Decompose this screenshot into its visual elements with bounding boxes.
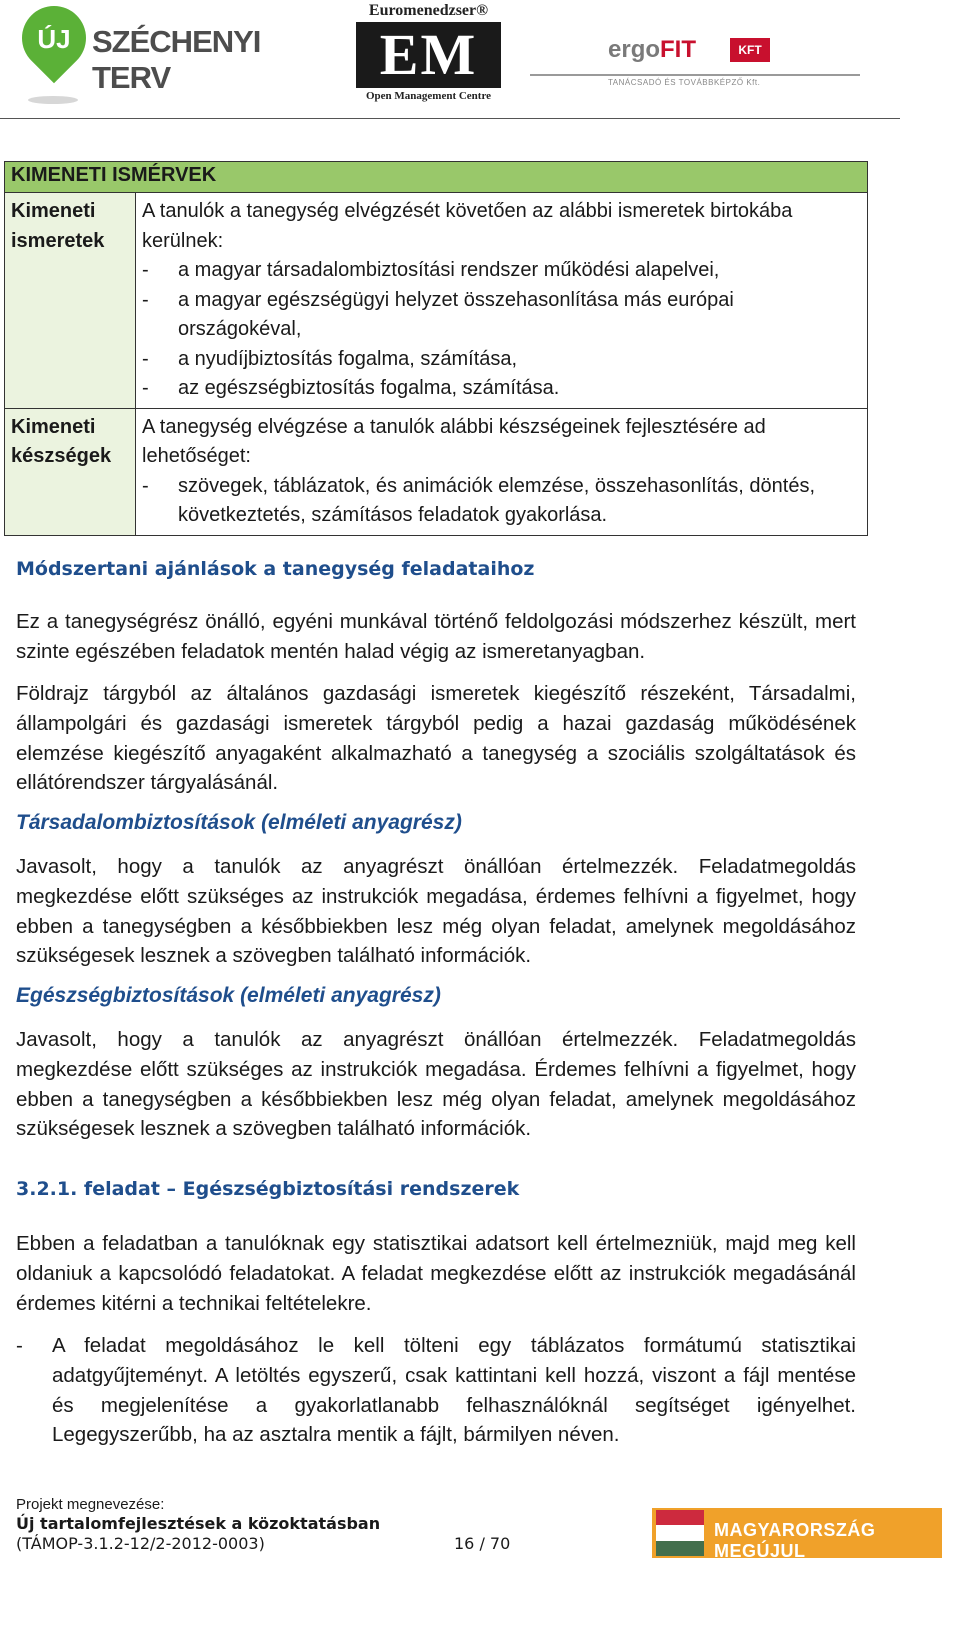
subheading-tarsadalombiztositasok: Társadalombiztosítások (elméleti anyagrész) (16, 811, 462, 834)
em-mark: EM (356, 22, 501, 88)
list-item: - szövegek, táblázatok, és animációk elemzése, összehasonlítás, döntés, következtetés, számításos feladatok gyakorlása. (142, 474, 816, 526)
project-code: (TÁMOP-3.1.2-12/2-2012-0003) (16, 1534, 265, 1553)
euromenedzser-title: Euromenedzser® (368, 2, 489, 19)
euromenedzser-logo (346, 2, 511, 106)
kimeneti-ismervek-table (4, 161, 868, 536)
subheading-egeszsegbiztositasok: Egészségbiztosítások (elméleti anyagrész) (16, 984, 441, 1007)
section-heading-feladat: 3.2.1. feladat – Egészségbiztosítási rendszerek (16, 1178, 520, 1200)
row-intro: A tanegység elvégzése a tanulók alábbi készségeinek fejlesztésére ad lehetőséget: (142, 415, 766, 467)
ergofit-name (608, 36, 696, 64)
hungarian-flag-icon (656, 1510, 704, 1556)
header-divider (0, 118, 900, 119)
ergo-part: ergo (608, 36, 661, 63)
row-value-ismeretek (136, 193, 868, 409)
paragraph: Javasolt, hogy a tanulók az anyagrészt önállóan értelmezzék. Feladatmegoldás megkezdése előtt szükséges az instrukciók megadása. Érdemes felhívni a figyelmet, hogy ebben a tanegységben a későbbiekben lesz még olyan feladat, amelynek megoldásához szükségesek lesznek a szövegben található információk. (16, 1028, 856, 1141)
szechenyi-terv-label: SZÉCHENYI TERV (92, 24, 261, 95)
project-label: Projekt megnevezése: (16, 1496, 165, 1513)
table-row (5, 408, 868, 535)
project-name: Új tartalomfejlesztések a közoktatásban (16, 1514, 381, 1533)
list-item: - az egészségbiztosítás fogalma, számítása. (142, 377, 560, 399)
list-item: - a magyar egészségügyi helyzet összehasonlítása más európai országokéval, (142, 288, 734, 340)
dash-list-item (16, 1331, 856, 1450)
row-label-ismeretek: Kimeneti ismeretek (5, 193, 136, 409)
row-label-keszsegek: Kimeneti készségek (5, 408, 136, 535)
page-footer (16, 1496, 946, 1616)
magyarorszag-megujul-badge (652, 1508, 942, 1561)
dash-item-text: A feladat megoldásához le kell tölteni egy táblázatos formátumú statisztikai adatgyűjteményt. A letöltés egyszerű, csak kattintani kell hozzá, viszont a fájl mentése és megjelenítése a gyakorlatlanabb felhasználóknál segítséget igényelhet. Legegyszerűbb, ha az asztalra mentik a fájlt, bármilyen néven. (52, 1334, 856, 1447)
paragraph: Földrajz tárgyból az általános gazdasági ismeretek kiegészítő részeként, Társadalmi, állampolgári és gazdasági ismeretek tárgyból pedig a hazai gazdaság működésének elemzése kiegészítő anyagaként alkalmazható a tanegység a szociális szolgáltatások és ellátórendszer tárgyalásánál. (16, 682, 856, 795)
fit-part: FIT (660, 36, 697, 63)
badge-label: MAGYARORSZÁG MEGÚJUL (714, 1520, 876, 1561)
ergofit-underline (530, 74, 860, 76)
row-value-keszsegek (136, 408, 868, 535)
table-header: KIMENETI ISMÉRVEK (5, 162, 868, 193)
pin-label: ÚJ (37, 24, 71, 54)
paragraph: Ez a tanegységrész önálló, egyéni munkával történő feldolgozási módszerhez készült, mert szinte egészében feladatok mentén halad végig az ismeretanyagban. (16, 610, 856, 663)
row-intro: A tanulók a tanegység elvégzését követően az alábbi ismeretek birtokába kerülnek: (142, 200, 793, 252)
paragraph: Ebben a feladatban a tanulóknak egy statisztikai adatsort kell értelmezniük, majd meg kell oldaniuk a kapcsolódó feladatokat. A feladat megkezdése előtt az instrukciók megadásánál érdemes kitérni a technikai feltételekre. (16, 1232, 856, 1315)
page-number: 16 / 70 (454, 1534, 511, 1553)
list-item: - a nyudíjbiztosítás fogalma, számítása, (142, 347, 518, 370)
dash-marker: - (16, 1334, 23, 1357)
list-item: - a magyar társadalombiztosítási rendszer működési alapelvei, (142, 259, 720, 281)
ergofit-subtitle: TANÁCSADÓ ÉS TOVÁBBKÉPZŐ Kft. (608, 78, 761, 87)
paragraph: Javasolt, hogy a tanulók az anyagrészt önállóan értelmezzék. Feladatmegoldás megkezdése előtt szükséges az instrukciók megadása, érdemes felhívni a figyelmet, hogy ebben a tanegységben a későbbiekben lesz még olyan feladat, amelynek megoldásához szükségesek lesznek a szövegben található információk. (16, 855, 856, 968)
uj-szechenyi-terv-logo (18, 6, 338, 102)
table-row (5, 193, 868, 409)
pin-shadow (28, 96, 78, 104)
section-heading-modszertani: Módszertani ajánlások a tanegység feladataihoz (16, 558, 535, 580)
open-management-centre-label: Open Management Centre (365, 90, 492, 102)
page-header (0, 0, 960, 120)
ergofit-logo (530, 30, 860, 90)
kft-badge: KFT (730, 38, 770, 62)
